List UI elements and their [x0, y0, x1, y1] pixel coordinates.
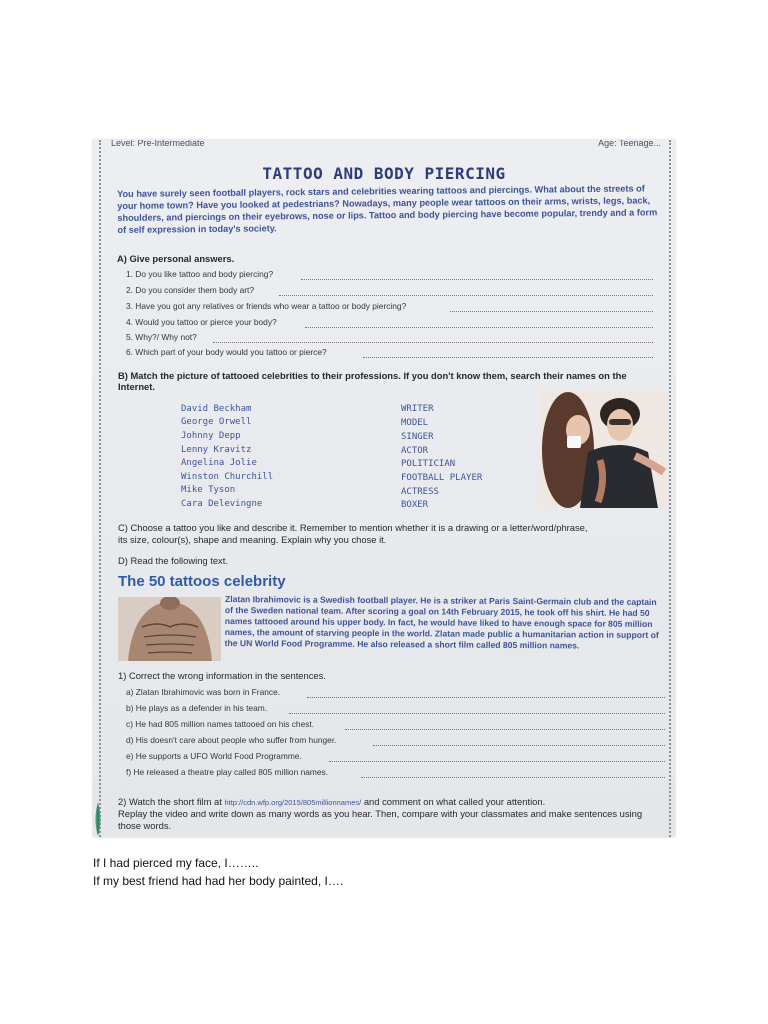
correct-heading: 1) Correct the wrong information in the sentences.: [118, 670, 326, 681]
celebrity-name: George Orwell: [181, 417, 252, 427]
watch-prefix: 2) Watch the short film at: [118, 796, 222, 807]
correction-c: c) He had 805 million names tattooed on his chest.: [126, 719, 315, 729]
section-b-heading: B) Match the picture of tattooed celebrities to their professions. If you don't know them, search their names on the Internet.: [118, 370, 627, 392]
watch-instructions: Replay the video and write down as many words as you hear. Then, compare with your classmates and make sentences using those words.: [118, 808, 643, 831]
answer-line-2[interactable]: [279, 295, 653, 296]
correction-line-c[interactable]: [345, 729, 665, 730]
sentence-line-1: If I had pierced my face, I……..: [93, 856, 259, 870]
correction-line-d[interactable]: [373, 745, 665, 746]
correction-line-f[interactable]: [361, 777, 665, 778]
celebrity-name: Cara Delevingne: [181, 499, 263, 509]
correction-line-b[interactable]: [289, 713, 665, 714]
profession-label: WRITER: [401, 404, 434, 414]
question-4: 4. Would you tattoo or pierce your body?: [126, 317, 277, 327]
correction-line-e[interactable]: [329, 761, 665, 762]
correction-a: a) Zlatan Ibrahimovic was born in France.: [126, 687, 281, 697]
right-dotted-margin: [669, 140, 671, 837]
profession-label: POLITICIAN: [401, 459, 456, 469]
profession-label: BOXER: [401, 500, 429, 510]
answer-line-1[interactable]: [301, 279, 653, 280]
section-d-heading: D) Read the following text.: [118, 555, 228, 566]
profession-label: ACTOR: [401, 446, 429, 456]
celebrity-name: Lenny Kravitz: [181, 445, 252, 455]
answer-line-4[interactable]: [305, 327, 653, 328]
correction-d: d) His doesn't care about people who suffer from hunger.: [126, 735, 337, 745]
question-1: 1. Do you like tattoo and body piercing?: [126, 269, 274, 279]
watch-suffix: and comment on what called your attention.: [363, 796, 546, 807]
answer-line-3[interactable]: [450, 311, 653, 312]
celebrity-name: Mike Tyson: [181, 485, 236, 495]
correction-f: f) He released a theatre play called 805 million names.: [126, 767, 329, 777]
celebrity-name: Angelina Jolie: [181, 458, 257, 468]
zlatan-paragraph: Zlatan Ibrahimovic is a Swedish football player. He is a striker at Paris Saint-Germain club and the captain of the Sweden national team. After scoring a goal on 14th February 2015, he took off his shirt. He had 50 names tattooed around his upper body. In fact, he would have liked to have enough space for 805 million names, the amount of starving people in the world. Zlatan made public a humanitarian action in support of the UN World Food Programme. He also released a short film called 805 million names.: [224, 594, 659, 651]
answer-line-6[interactable]: [363, 357, 653, 358]
section-c-text: C) Choose a tattoo you like and describe it. Remember to mention whether it is a drawing or a letter/word/phrase, its size, colour(s), shape and meaning. Explain why you chose it.: [118, 522, 588, 545]
celebrity-name: Winston Churchill: [181, 472, 274, 482]
worksheet-photo: [93, 140, 675, 837]
profession-label: MODEL: [401, 418, 429, 428]
correction-line-a[interactable]: [307, 697, 665, 698]
question-3: 3. Have you got any relatives or friends who wear a tattoo or body piercing?: [126, 301, 407, 311]
answer-line-5[interactable]: [213, 342, 653, 343]
intro-paragraph: You have surely seen football players, rock stars and celebrities wearing tattoos and piercings. What about the streets of your home town? Have you looked at pedestrians? Nowadays, many people wear tattoos on their arms, wrists, legs, back, shoulders, and piercings on their eyebrows, nose or lips. Tattoo and body piercing have become popular, trendy and a form of self expression in today's society.: [117, 183, 658, 235]
left-dotted-margin: [99, 140, 101, 837]
profession-label: SINGER: [401, 432, 434, 442]
watch-line: [118, 796, 545, 807]
sentence-line-2: If my best friend had had her body painted, I….: [93, 874, 344, 888]
question-2: 2. Do you consider them body art?: [126, 285, 255, 295]
correction-b: b) He plays as a defender in his team.: [126, 703, 268, 713]
tattooed-torso-photo: [118, 597, 221, 661]
age-label: Age: Teenage...: [598, 140, 661, 148]
celebrity-name: Johnny Depp: [181, 431, 241, 441]
question-5: 5. Why?/ Why not?: [126, 332, 197, 342]
section-d-title: The 50 tattoos celebrity: [118, 573, 286, 590]
question-6: 6. Which part of your body would you tattoo or pierce?: [126, 347, 327, 357]
correction-e: e) He supports a UFO World Food Programme.: [126, 751, 302, 761]
watch-link[interactable]: http://cdn.wfp.org/2015/805millionnames/: [224, 798, 362, 807]
level-label: Level: Pre-Intermediate: [111, 140, 205, 148]
leaf-decoration-icon: [93, 800, 105, 836]
celebrity-photo: [540, 390, 668, 508]
section-a-heading: A) Give personal answers.: [117, 253, 235, 264]
worksheet-title: TATTOO AND BODY PIERCING: [262, 164, 506, 183]
celebrity-name: David Beckham: [181, 404, 252, 414]
profession-label: ACTRESS: [401, 487, 439, 497]
profession-label: FOOTBALL PLAYER: [401, 473, 483, 483]
